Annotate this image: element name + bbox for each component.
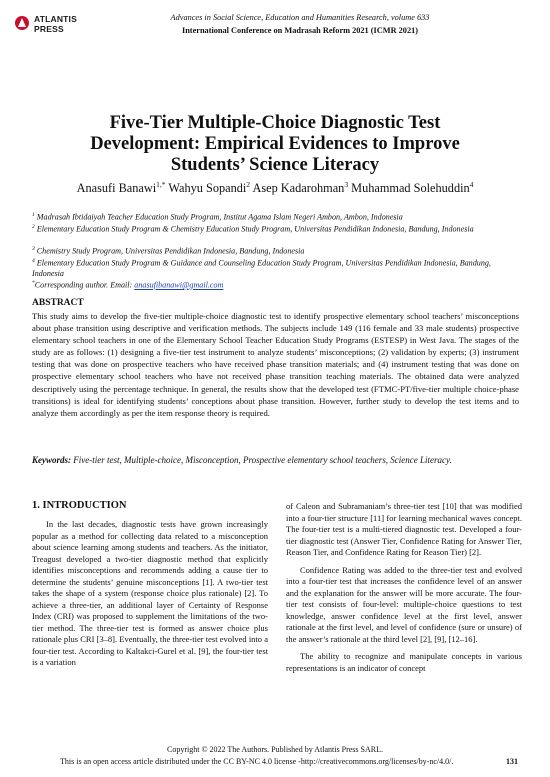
logo-text-line2: PRESS [34,24,64,34]
affiliation [32,222,522,235]
author-affiliation-mark: 4 [469,180,474,189]
affiliation-text: Chemistry Study Program, Universitas Pendidikan Indonesia, Bandung, Indonesia [36,246,305,256]
author-affiliation-mark: 2 [246,180,251,189]
right-column [286,501,522,680]
affiliation-text: Elementary Education Study Program & Guidance and Counseling Education Study Program, Universitas Pendidikan Indonesia, Bandung, Indonesia [32,258,491,279]
keywords-text: Five-tier test, Multiple-choice, Misconception, Prospective elementary school teachers, Science Literacy. [73,455,452,465]
author-affiliation-mark: 3 [344,180,349,189]
author-name: Anasufi Banawi [76,181,157,196]
logo-text-line1: ATLANTIS [34,14,77,24]
affiliation-mark: 4 [32,258,35,264]
corresponding-author [32,278,522,291]
left-column [32,519,268,675]
intro-paragraph: The ability to recognize and manipulate concepts in various representations is an indicator of concept [286,651,522,673]
affiliation-mark: 2 [32,224,35,230]
author-name: Wahyu Sopandi [168,181,247,196]
author-name: Muhammad Solehuddin [351,181,470,196]
email-link[interactable]: anasufibanawi@gmail.com [134,280,224,290]
intro-paragraph: In the last decades, diagnostic tests have grown increasingly popular as a method for collecting data related to a misconception about science learning among students and teachers. As the initiator, Treagust developed a two-tier diagnostic method that explicitly identifies misconceptions and recommends adding a cause tier to determine the students’ genuine misconceptions [1]. A two-tier test takes the shape of a system (response choice plus rationale) [2]. To achieve a three-tier, an additional layer of Certainty of Response Index (CRI) was proposed to supplement the limitations of the two-tier method. The three-tier test is formed as answer choice plus rationale plus CRI [3–8]. Eventually, the three-tier test evolved into a four-tier test. According to Kaltakci-Gurel et al. [9], the four-tier test is a variation [32,519,268,667]
conference-name: International Conference on Madrasah Reform 2021 (ICMR 2021) [181,26,419,35]
abstract-heading: ABSTRACT [32,298,84,308]
paper-title: Five-Tier Multiple-Choice Diagnostic Test Development: Empirical Evidences to Improve Students’ Science Literacy [90,113,460,175]
affiliation-mark: 3 [32,246,35,252]
author-affiliation-mark: 1,* [156,180,166,189]
section-heading-introduction: 1. INTRODUCTION [32,500,127,511]
corresponding-mark: * [32,280,35,286]
page-number: 131 [506,757,518,766]
affiliation-text: Elementary Education Study Program & Chemistry Education Study Program, Universitas Pendidikan Indonesia, Bandung, Indonesia [36,224,474,234]
corresponding-label: Corresponding author. Email: [34,280,133,290]
publisher-logo [14,12,77,38]
journal-volume: Advances in Social Science, Education and Humanities Research, volume 633 [170,13,430,22]
copyright-notice: Copyright © 2022 The Authors. Published by Atlantis Press SARL. [167,745,383,754]
intro-paragraph: Confidence Rating was added to the three-tier test and evolved into a four-tier test that increases the confidence level of an answer and the explanation for the answer will be more accurate. The four-tier test consists of four-level: multiple-choice questions to test knowledge, answer confidence level at the first level, answer rationale at the first level, and level of confidence (sure or unsure) of the answer’s rationale at the third level [2], [9], [12–16]. [286,564,522,644]
keywords-label: Keywords: [32,455,71,465]
abstract-text: This study aims to develop the five-tier multiple-choice diagnostic test to identify prospective elementary school teachers’ misconceptions about phase transition using descriptive and verification methods. The subjects include 149 (116 female and 33 male students) prospective elementary school teachers in one of the Elementary School Teacher Education Study Programs (ESTESP) in West Java. The stages of the study are as follows: (1) designing a five-tier test instrument to analyze students’ misconceptions; (2) validation by experts; (3) instrument testing that was done on prospective teachers who have received phase transition materials; and (4) instrument testing that was done on prospective elementary school teachers who have not received phase transition teaching materials. The obtained data were analyzed descriptively using the percentage technique. In general, the results show that the developed test (FTMC-PT/five-tier multiple choice-phase transitions) is ideal for identifying students’ conceptions about phase transition. However, further study to develop the test items and to analyze them accordingly as per the item response theory is required. [32,311,519,418]
keywords [32,454,519,466]
author-list [20,180,530,196]
intro-paragraph: of Caleon and Subramaniam’s three-tier test [10] that was modified into a four-tier structure [11] for learning mechanical waves concept. The four-tier test is a multi-tiered diagnostic test. Developed a four-tier diagnostic test (Answer Tier, Confidence Rating for Answer Tier, Reason Tier, and Confidence Rating for Reason Tier) [2]. [286,501,522,557]
author-name: Asep Kadarohman [252,181,345,196]
atlantis-logo-icon [14,14,30,32]
affiliation-text: Madrasah Ibtidaiyah Teacher Education Study Program, Institut Agama Islam Negeri Ambon, Ambon, Indonesia [36,212,403,222]
license-notice: This is an open access article distributed under the CC BY-NC 4.0 license -http://creativecommons.org/licenses/by-nc/4.0/. [60,757,454,766]
affiliation-mark: 1 [32,212,35,218]
affiliation [32,256,522,280]
